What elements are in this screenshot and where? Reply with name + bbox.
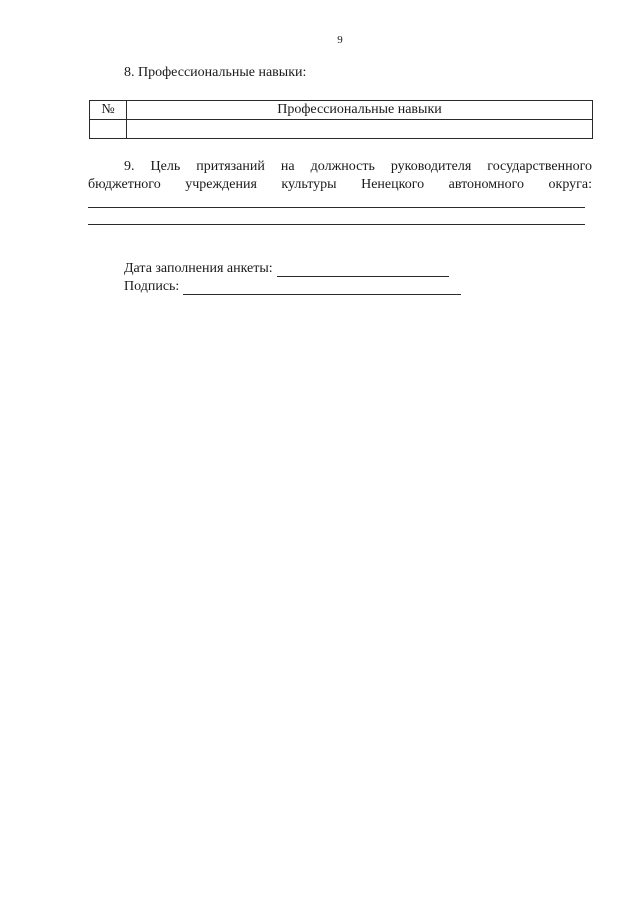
column-header-skills: Профессиональные навыки	[127, 101, 593, 120]
page-number: 9	[337, 34, 343, 46]
table-row	[90, 120, 593, 139]
table-cell-skills[interactable]	[127, 120, 593, 139]
column-header-number: №	[90, 101, 127, 120]
section-9-paragraph	[88, 158, 592, 194]
answer-blank-line-1[interactable]	[88, 207, 585, 208]
table-header-row	[90, 101, 593, 120]
signature-label: Подпись:	[124, 279, 180, 294]
answer-blank-line-2[interactable]	[88, 224, 585, 225]
section-9-line-2: бюджетного учреждения культуры Ненецкого автономного округа:	[88, 177, 592, 192]
professional-skills-table	[89, 100, 593, 139]
table-cell-number[interactable]	[90, 120, 127, 139]
section-8-heading: 8. Профессиональные навыки:	[124, 65, 307, 80]
completion-date-field[interactable]	[277, 262, 449, 277]
completion-date-label: Дата заполнения анкеты:	[124, 261, 273, 276]
completion-date-row	[124, 261, 449, 277]
section-9-line-1: 9. Цель притязаний на должность руководителя государственного	[124, 159, 592, 174]
signature-field[interactable]	[183, 280, 461, 295]
signature-row	[124, 279, 461, 295]
